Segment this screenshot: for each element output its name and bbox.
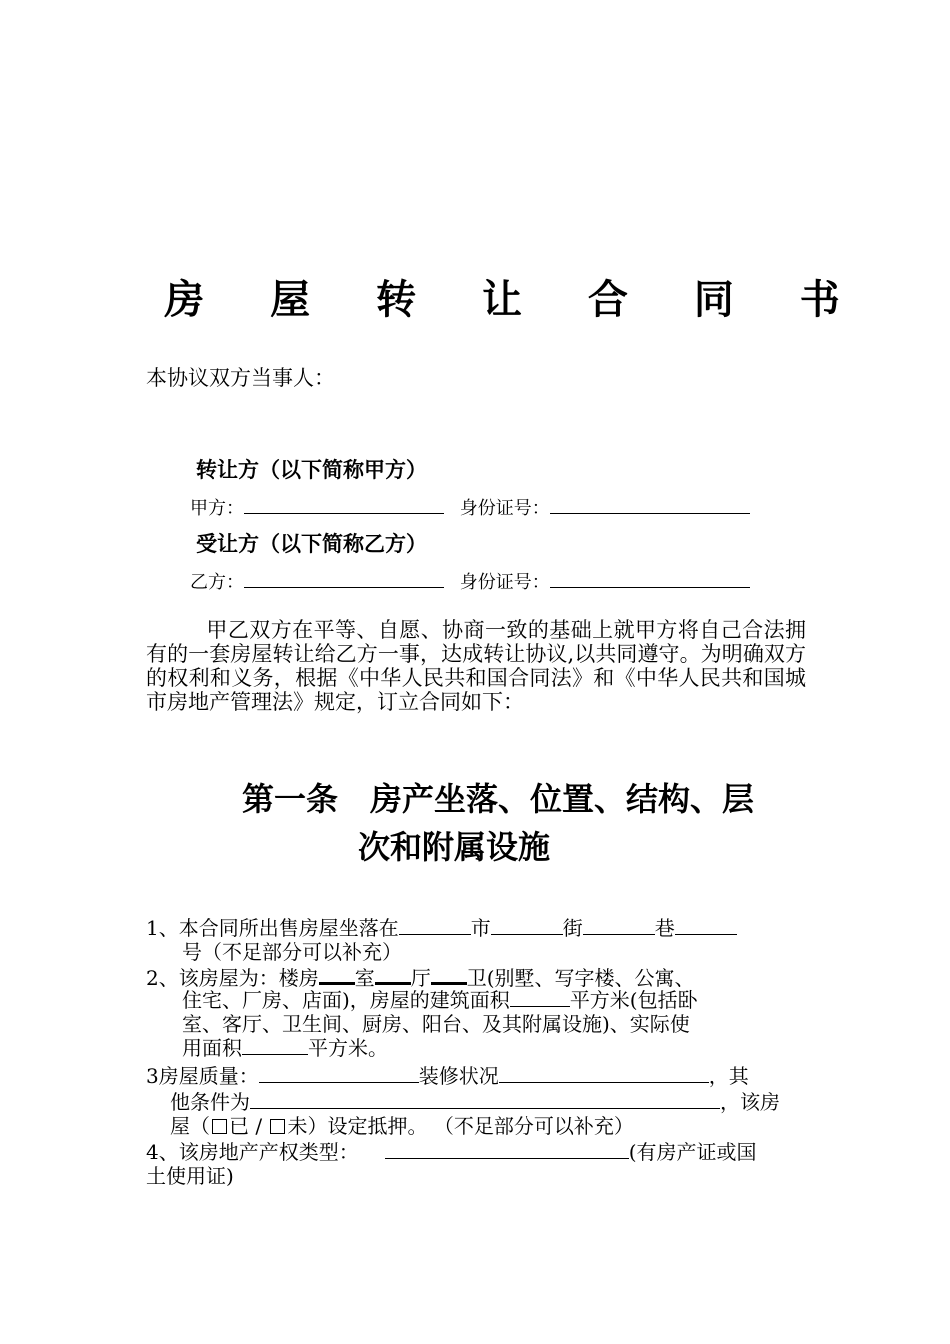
other-conditions-comma: ，其	[708, 1064, 749, 1088]
city-label: 市	[470, 916, 491, 940]
city-blank[interactable]	[399, 916, 471, 935]
quality-label: 3房屋质量：	[146, 1064, 259, 1088]
party-b-name-label: 乙方：	[190, 572, 244, 593]
party-b-name-blank[interactable]	[244, 569, 444, 588]
mortgage-yes-label: 已 /	[229, 1114, 263, 1138]
usable-area-unit: 平方米。	[308, 1036, 388, 1060]
decoration-label: 装修状况	[418, 1064, 499, 1088]
party-b-heading: 受让方（以下简称乙方）	[196, 532, 427, 556]
hall-blank[interactable]	[431, 964, 467, 985]
item-1-text: 1、本合同所出售房屋坐落在	[146, 916, 399, 940]
house-label: ，该房	[720, 1090, 780, 1114]
item-4-line1	[146, 1140, 757, 1164]
property-type-note: (有房产证或国	[628, 1140, 757, 1164]
item-2-line4	[182, 1036, 388, 1060]
party-a-name-label: 甲方：	[190, 498, 244, 519]
usable-area-blank[interactable]	[242, 1036, 308, 1055]
building-area-text: 住宅、厂房、店面)，房屋的建筑面积	[182, 988, 510, 1012]
quality-blank[interactable]	[259, 1064, 419, 1083]
bath-label: 卫(别墅、写字楼、公寓、	[466, 966, 695, 990]
item-2-line3: 室、客厅、卫生间、厨房、阳台、及其附属设施)、实际使	[182, 1012, 690, 1036]
building-area-blank[interactable]	[510, 988, 570, 1007]
usable-area-text: 用面积	[182, 1036, 242, 1060]
building-area-unit: 平方米(包括卧	[569, 988, 698, 1012]
item-3-line1	[146, 1064, 749, 1088]
party-a-heading: 转让方（以下简称甲方）	[196, 458, 427, 482]
hall-label: 厅	[410, 966, 431, 990]
party-a-row	[190, 494, 750, 520]
item-1-line1	[146, 916, 737, 940]
mortgage-no-label: 未）设定抵押。 （不足部分可以补充）	[287, 1114, 634, 1138]
party-b-id-label: 身份证号：	[459, 572, 550, 593]
item-2-line2	[182, 988, 698, 1012]
document-title: 房 屋 转 让 合 同 书	[164, 277, 866, 323]
item-3-line2	[170, 1090, 780, 1114]
mortgage-no-checkbox[interactable]	[270, 1119, 285, 1134]
party-b-row	[190, 568, 750, 594]
building-blank[interactable]	[319, 964, 355, 985]
party-a-name-blank[interactable]	[244, 495, 444, 514]
intro-text: 本协议双方当事人：	[146, 366, 335, 390]
street-label: 街	[562, 916, 583, 940]
article-1-heading-line2: 次和附属设施	[358, 828, 551, 866]
mortgage-yes-checkbox[interactable]	[212, 1119, 227, 1134]
room-label: 室	[354, 966, 375, 990]
item-1-line2: 号（不足部分可以补充）	[182, 940, 402, 964]
party-a-id-blank[interactable]	[550, 495, 750, 514]
article-1-heading-line1: 第一条 房产坐落、位置、结构、层	[242, 780, 755, 818]
property-type-blank[interactable]	[385, 1140, 629, 1159]
party-a-id-label: 身份证号：	[459, 498, 550, 519]
item-2-line1	[146, 964, 695, 990]
preamble-paragraph	[146, 618, 806, 714]
lane-label: 巷	[654, 916, 675, 940]
decoration-blank[interactable]	[499, 1064, 709, 1083]
item-4-line2: 土使用证)	[146, 1164, 234, 1188]
preamble-text: 甲乙双方在平等、自愿、协商一致的基础上就甲方将自己合法拥有的一套房屋转让给乙方一事，达成转让协议,以共同遵守。为明确双方的权利和义务，根据《中华人民共和国合同法》和《中华人民共和国城市房地产管理法》规定，订立合同如下：	[146, 618, 806, 714]
number-blank[interactable]	[675, 916, 737, 935]
lane-blank[interactable]	[583, 916, 655, 935]
item-3-line3	[170, 1114, 634, 1138]
street-blank[interactable]	[491, 916, 563, 935]
other-conditions-label: 他条件为	[170, 1090, 250, 1114]
mortgage-prefix: 屋（	[170, 1114, 210, 1138]
party-b-id-blank[interactable]	[550, 569, 750, 588]
item-2-text: 2、该房屋为：楼房	[146, 966, 319, 990]
room-blank[interactable]	[375, 964, 411, 985]
property-type-label: 4、该房地产产权类型：	[146, 1140, 359, 1164]
other-conditions-blank[interactable]	[250, 1090, 720, 1109]
